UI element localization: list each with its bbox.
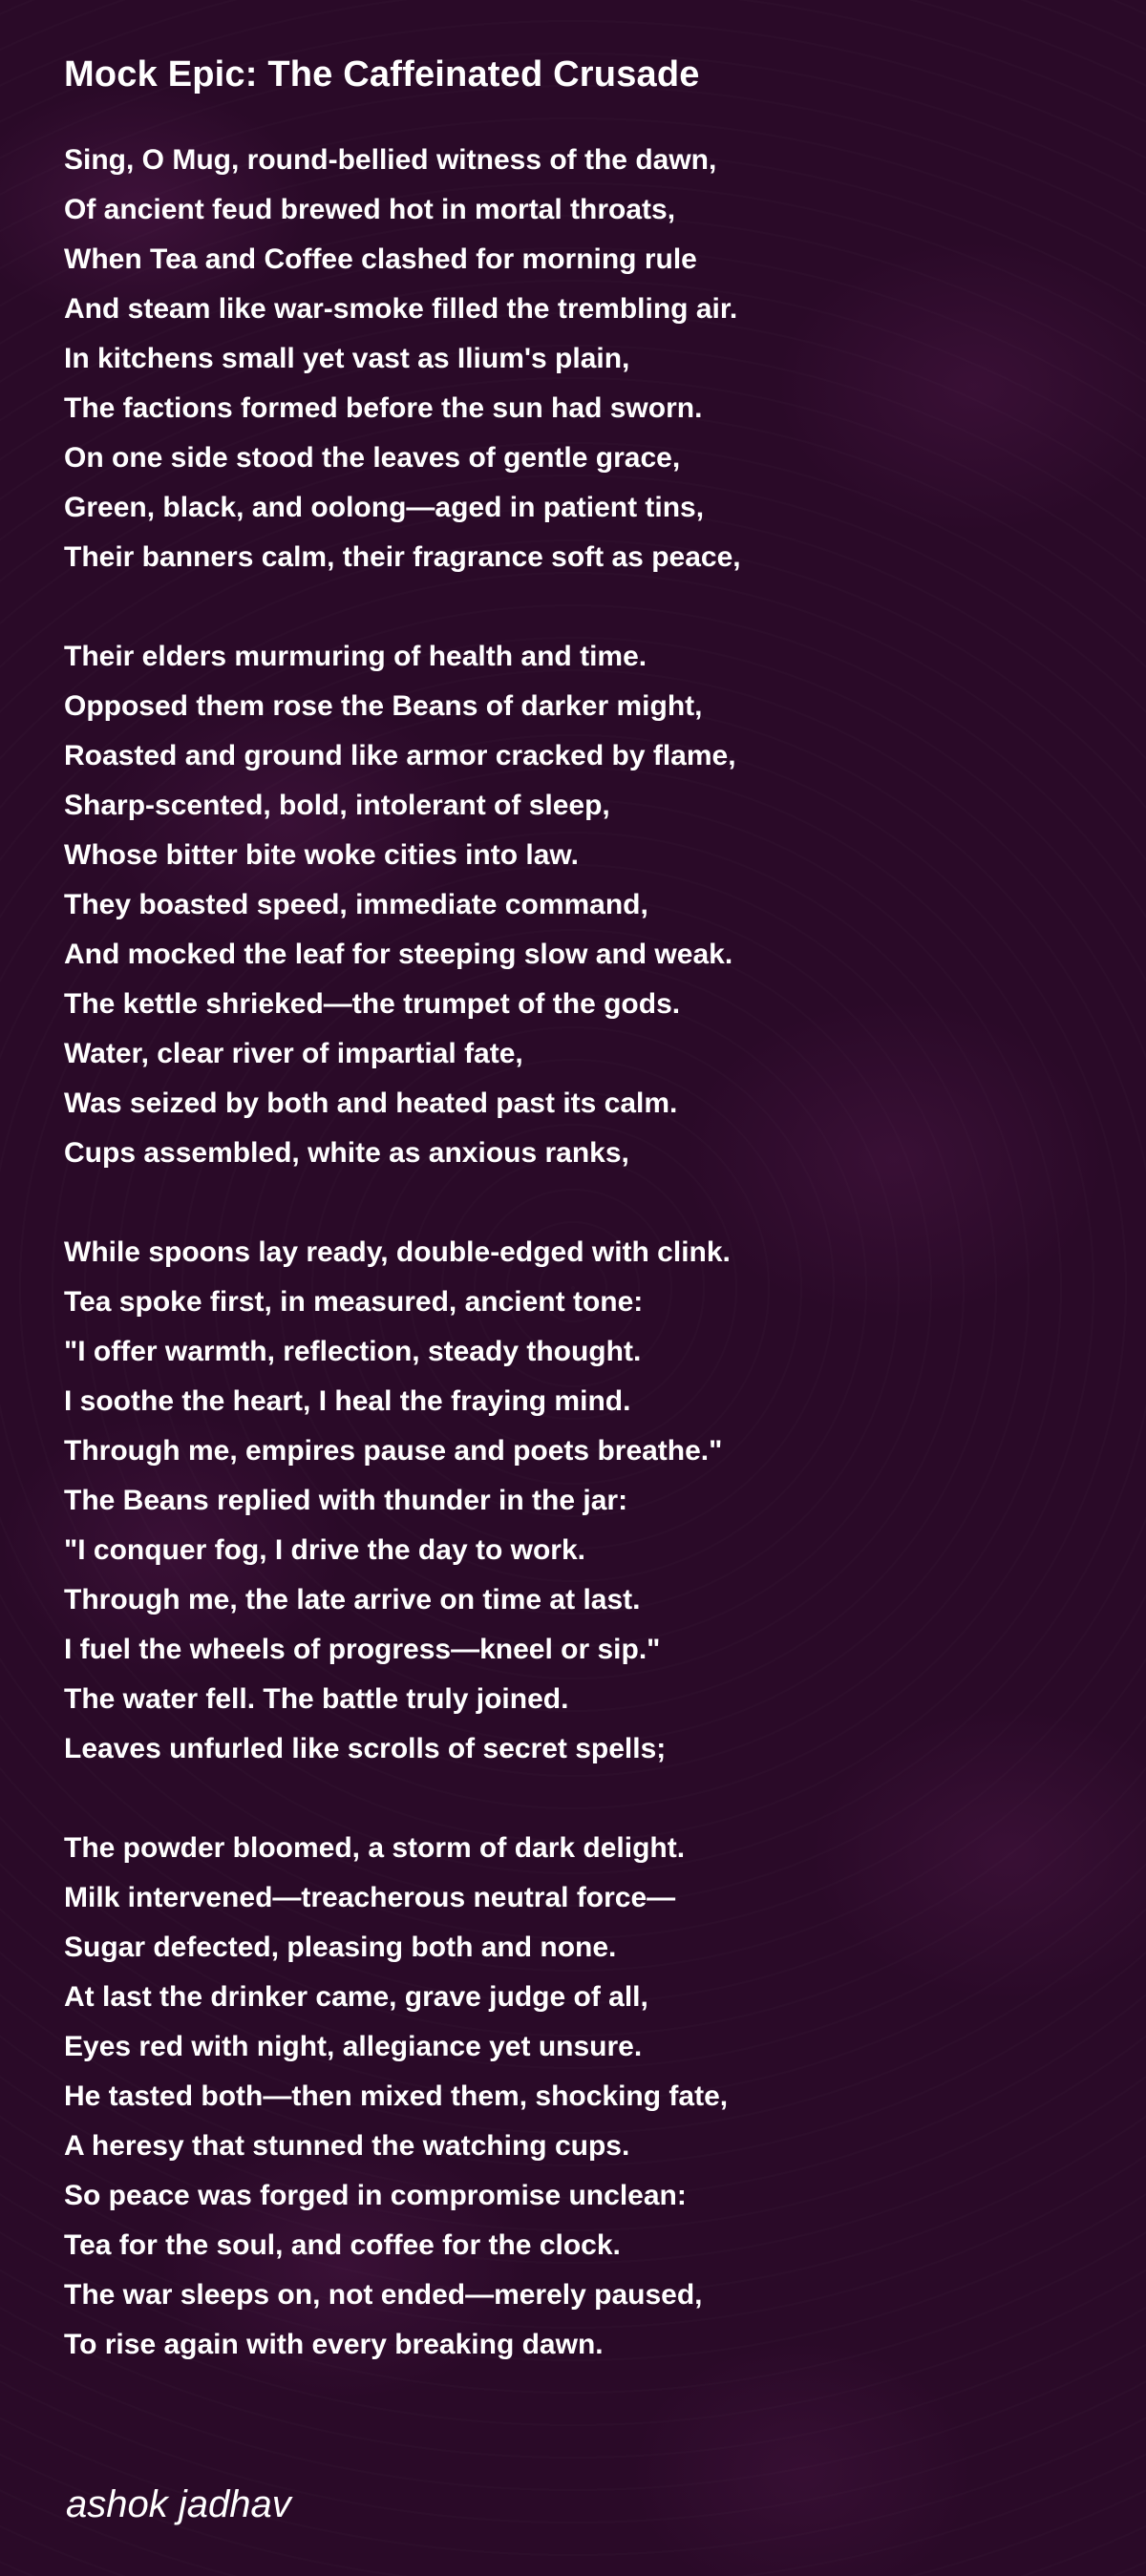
poem-line: He tasted both—then mixed them, shocking fate, bbox=[64, 2080, 729, 2112]
poem-line: Sugar defected, pleasing both and none. bbox=[64, 1932, 617, 1963]
poem-line: Sharp-scented, bold, intolerant of sleep, bbox=[64, 790, 610, 821]
poem-line: The Beans replied with thunder in the jar: bbox=[64, 1485, 628, 1516]
poem-line: "I conquer fog, I drive the day to work. bbox=[64, 1534, 585, 1566]
poem-line: Through me, empires pause and poets breathe." bbox=[64, 1435, 723, 1467]
poem-line: To rise again with every breaking dawn. bbox=[64, 2329, 604, 2360]
poem-line: Water, clear river of impartial fate, bbox=[64, 1038, 523, 1069]
author-name: ashok jadhav bbox=[66, 2483, 291, 2525]
poem-title: Mock Epic: The Caffeinated Crusade bbox=[64, 54, 700, 95]
poem-line: I soothe the heart, I heal the fraying mind. bbox=[64, 1385, 631, 1417]
poem-line: While spoons lay ready, double-edged with clink. bbox=[64, 1236, 731, 1268]
poem-line: The factions formed before the sun had sworn. bbox=[64, 392, 703, 424]
stanza bbox=[64, 632, 1095, 1178]
poem-line: They boasted speed, immediate command, bbox=[64, 889, 648, 920]
poem-line: The war sleeps on, not ended—merely paused, bbox=[64, 2279, 703, 2311]
poem-line: Whose bitter bite woke cities into law. bbox=[64, 839, 579, 871]
poem-line: Green, black, and oolong—aged in patient tins, bbox=[64, 492, 705, 523]
poem-line: The water fell. The battle truly joined. bbox=[64, 1683, 569, 1715]
poem-line: The powder bloomed, a storm of dark delight. bbox=[64, 1832, 686, 1864]
poem-container bbox=[64, 48, 1095, 2419]
poem-line: Eyes red with night, allegiance yet unsure. bbox=[64, 2031, 643, 2062]
poem-line: And steam like war-smoke filled the trembling air. bbox=[64, 293, 738, 325]
poem-line: So peace was forged in compromise unclean: bbox=[64, 2180, 687, 2211]
poem-line: Leaves unfurled like scrolls of secret spells; bbox=[64, 1733, 667, 1764]
poem-line: On one side stood the leaves of gentle grace, bbox=[64, 442, 681, 474]
poem-line: Roasted and ground like armor cracked by flame, bbox=[64, 740, 736, 771]
poem-line: "I offer warmth, reflection, steady thought. bbox=[64, 1336, 642, 1367]
poem-line: Tea for the soul, and coffee for the clock. bbox=[64, 2229, 621, 2261]
poem-line: Sing, O Mug, round-bellied witness of the dawn, bbox=[64, 144, 717, 176]
stanza bbox=[64, 1824, 1095, 2370]
poem-line: The kettle shrieked—the trumpet of the gods. bbox=[64, 988, 681, 1020]
poem-line: And mocked the leaf for steeping slow and weak. bbox=[64, 939, 733, 970]
poem-line: At last the drinker came, grave judge of all, bbox=[64, 1981, 648, 2013]
poem-line: Their elders murmuring of health and time. bbox=[64, 641, 647, 672]
stanza bbox=[64, 136, 1095, 582]
poem-line: Was seized by both and heated past its calm. bbox=[64, 1087, 678, 1119]
poem-line: Their banners calm, their fragrance soft as peace, bbox=[64, 541, 741, 573]
poem-body bbox=[64, 136, 1095, 2370]
poem-line: Of ancient feud brewed hot in mortal throats, bbox=[64, 194, 676, 225]
poem-line: A heresy that stunned the watching cups. bbox=[64, 2130, 630, 2162]
poem-line: Through me, the late arrive on time at last. bbox=[64, 1584, 641, 1615]
poem-line: In kitchens small yet vast as Ilium's plain, bbox=[64, 343, 630, 374]
poem-line: Tea spoke first, in measured, ancient tone: bbox=[64, 1286, 644, 1318]
poem-line: When Tea and Coffee clashed for morning rule bbox=[64, 243, 697, 275]
poem-line: I fuel the wheels of progress—kneel or sip." bbox=[64, 1634, 661, 1665]
poem-line: Opposed them rose the Beans of darker might, bbox=[64, 690, 703, 722]
poem-line: Cups assembled, white as anxious ranks, bbox=[64, 1137, 629, 1169]
poem-line: Milk intervened—treacherous neutral force— bbox=[64, 1882, 676, 1913]
stanza bbox=[64, 1228, 1095, 1774]
